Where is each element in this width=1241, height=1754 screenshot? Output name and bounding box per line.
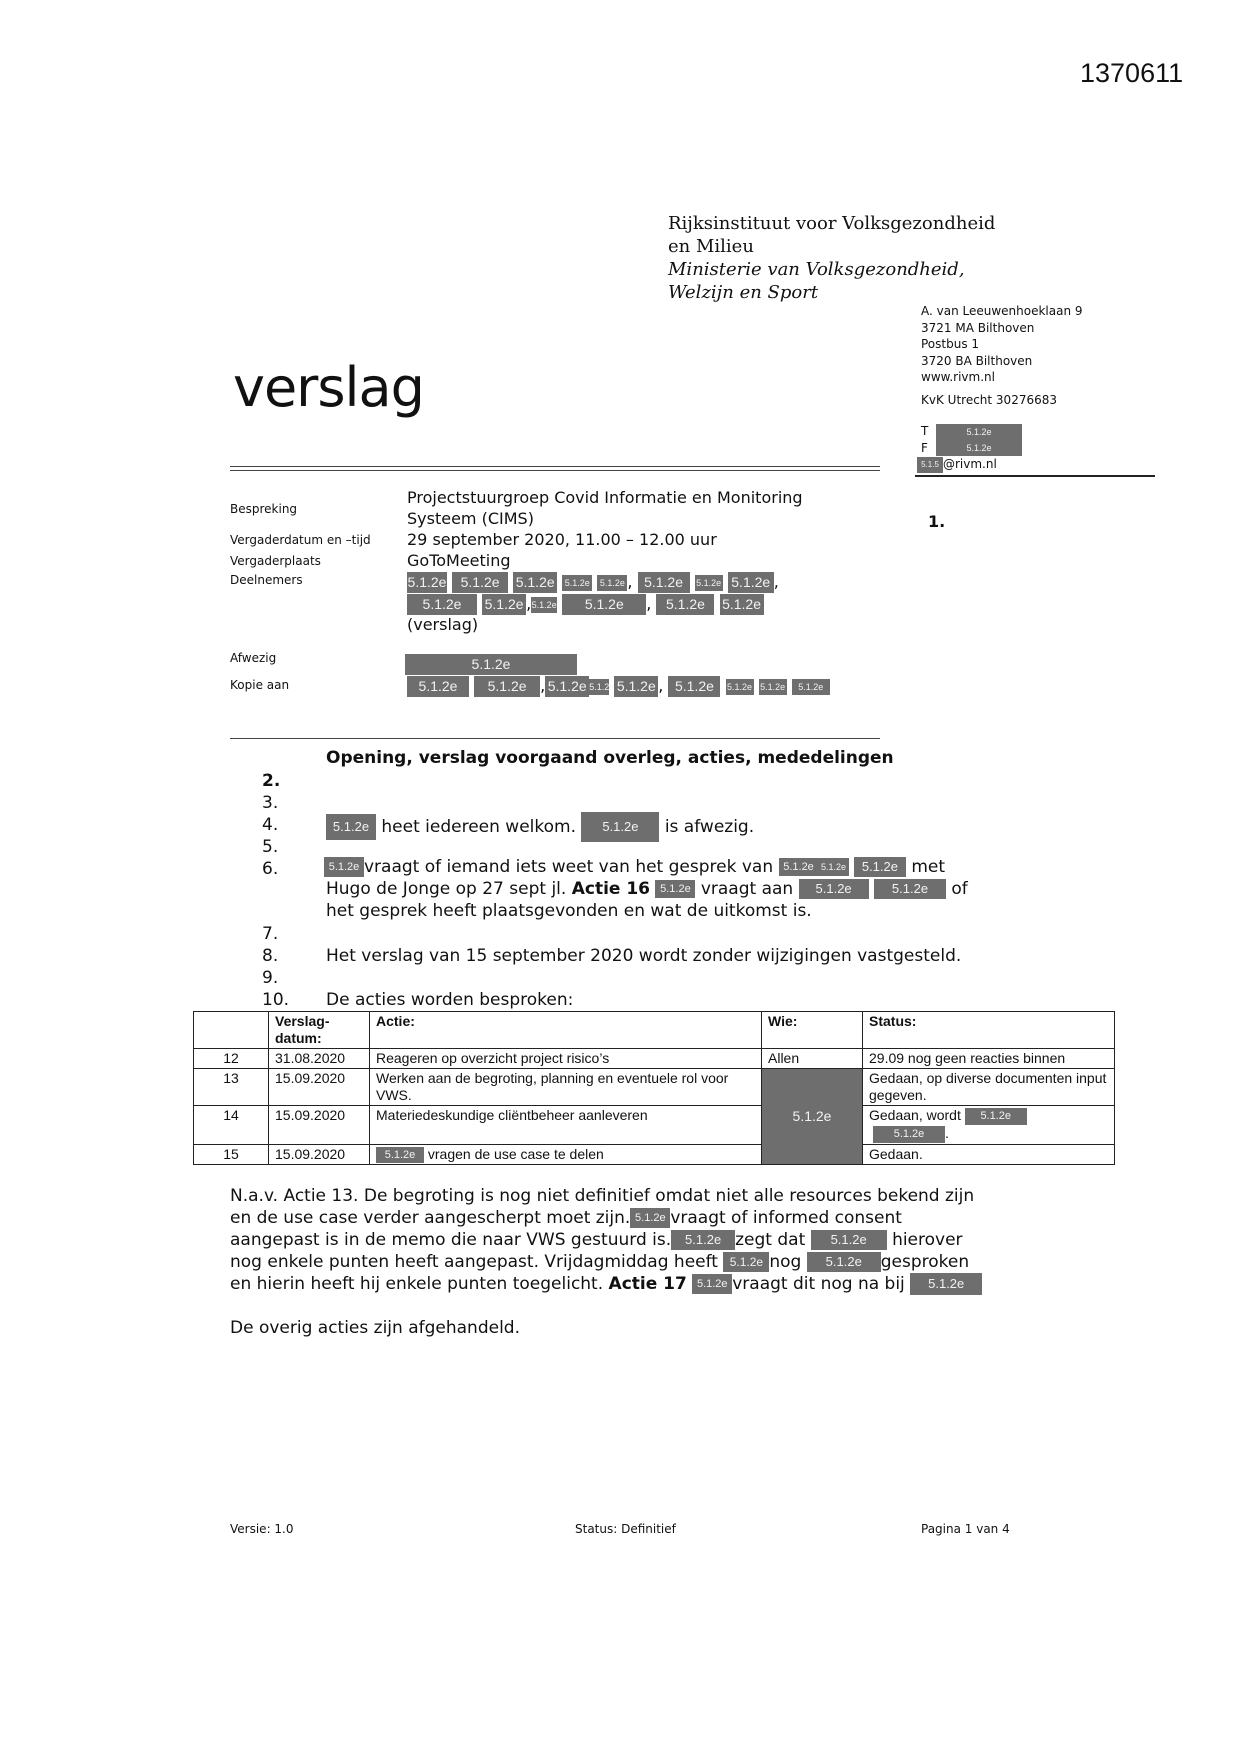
- footer-page: Pagina 1 van 4: [921, 1522, 1010, 1536]
- label-afwezig: Afwezig: [230, 651, 277, 665]
- redaction: 5.1.2e: [589, 679, 609, 695]
- redaction: 5.1.2e: [759, 679, 787, 695]
- footer-version: Versie: 1.0: [230, 1522, 294, 1536]
- redaction: 5.1.2e: [326, 814, 376, 840]
- label-datum: Vergaderdatum en –tijd: [230, 533, 371, 547]
- redaction: 5.1.2e: [854, 857, 906, 877]
- side-number: 1.: [928, 512, 946, 531]
- redaction: 5.1.2e: [726, 679, 754, 695]
- section-heading: Opening, verslag voorgaand overleg, acties, mededelingen: [326, 748, 894, 768]
- redaction: 5.1.2e: [792, 679, 830, 695]
- table-header: Wie:: [762, 1012, 863, 1049]
- redaction: 5.1.2e: [799, 879, 869, 899]
- redaction: 5.1.2e: [910, 1273, 982, 1295]
- document-title: verslag: [233, 356, 424, 419]
- redaction: 5.1.2e: [407, 572, 447, 593]
- item-number: 6.: [262, 859, 279, 879]
- redaction: 5.1.2e: [668, 676, 720, 697]
- address-block: A. van Leeuwenhoeklaan 9 3721 MA Bilthoven Postbus 1 3720 BA Bilthoven www.rivm.nl KvK Utrecht 30276683: [921, 304, 1083, 407]
- redaction: 5.1.2e: [581, 812, 659, 842]
- label-kopie: Kopie aan: [230, 678, 290, 692]
- redaction: 5.1.2e: [779, 858, 819, 876]
- redaction: 5.1.2e: [407, 676, 469, 697]
- redaction: 5.1.2e: [965, 1108, 1027, 1125]
- table-row: 14 15.09.2020 Materiedeskundige cliëntbeheer aanleveren Gedaan, wordt 5.1.2e 5.1.2e .: [194, 1106, 1115, 1145]
- redaction: 5.1.2e: [597, 575, 627, 591]
- table-header-row: [194, 1012, 1115, 1049]
- redaction: 5.1.2e: [656, 594, 714, 615]
- participants-line-2: 5.1.2e 5.1.2e ,5.1.2e 5.1.2e , 5.1.2e 5.1.2e: [407, 593, 764, 615]
- item-8: Het verslag van 15 september 2020 wordt zonder wijzigingen vastgesteld.: [326, 946, 962, 966]
- item-10: De acties worden besproken:: [326, 990, 574, 1010]
- redaction: 5.1.2e: [474, 676, 540, 697]
- contact-block: T 5.1.2e F 5.1.2e 5.1.5 @rivm.nl: [921, 423, 1022, 473]
- verslag-note: (verslag): [407, 615, 479, 634]
- redaction: 5.1.2e: [482, 594, 526, 615]
- item-number: 9.: [262, 968, 279, 988]
- item-number: 3.: [262, 793, 279, 813]
- meeting-name: Projectstuurgroep Covid Informatie en Monitoring Systeem (CIMS): [407, 488, 803, 528]
- label-plaats: Vergaderplaats: [230, 554, 321, 568]
- redaction: 5.1.2e: [630, 1208, 670, 1228]
- redaction: 5.1.2e: [936, 440, 1022, 456]
- redaction: 5.1.2e: [720, 594, 764, 615]
- item-6: 5.1.2e vraagt of iemand iets weet van het gesprek van 5.1.2e 5.1.2e 5.1.2e met Hugo de Jonge op 27 sept jl. Actie 16 5.1.2e vraagt aan 5.1.2e 5.1.2e of het gesprek heeft plaatsgevonden en wat de uitkomst is.: [326, 857, 968, 921]
- copy-recipients: 5.1.2e 5.1.2e , 5.1.2e 5.1.2e 5.1.2e , 5.1.2e 5.1.2e 5.1.2e 5.1.2e: [407, 675, 830, 697]
- redaction: 5.1.2e: [638, 572, 690, 593]
- organization-name: Rijksinstituut voor Volksgezondheid en Milieu: [668, 213, 996, 257]
- redaction: 5.1.2e: [819, 858, 849, 876]
- redaction: 5.1.2e: [562, 594, 646, 615]
- item-number: 4.: [262, 815, 279, 835]
- participants-line-1: 5.1.2e 5.1.2e 5.1.2e 5.1.2e 5.1.2e , 5.1.2e 5.1.2e 5.1.2e ,: [407, 572, 779, 591]
- redaction: 5.1.2e: [671, 1230, 735, 1250]
- redaction: 5.1.2e: [762, 1069, 863, 1165]
- redaction: 5.1.2e: [807, 1252, 881, 1272]
- divider: [230, 738, 880, 739]
- absent-redaction: [405, 654, 577, 675]
- redaction: 5.1.2e: [936, 424, 1022, 440]
- item-number: 2.: [262, 771, 281, 791]
- redaction: 5.1.2e: [407, 594, 477, 615]
- redaction: 5.1.2e: [723, 1252, 769, 1272]
- meeting-place: GoToMeeting: [407, 551, 511, 570]
- redaction: 5.1.2e: [513, 572, 557, 593]
- label-deelnemers: Deelnemers: [230, 573, 303, 587]
- item-number: 10.: [262, 990, 290, 1010]
- redaction: 5.1.2e: [695, 575, 723, 591]
- divider: [915, 475, 1155, 477]
- redaction: 5.1.2e: [614, 676, 658, 697]
- redaction: 5.1.2e: [811, 1230, 887, 1250]
- redaction: 5.1.2e: [562, 575, 592, 591]
- action-13-paragraph: N.a.v. Actie 13. De begroting is nog niet definitief omdat niet alle resources bekend zijn en de use case verder aangescherpt moet zijn. 5.1.2e vraagt of informed consent aangepast is in de memo die naar VWS gestuurd is. 5.1.2e zegt dat 5.1.2e hierover nog enkele punten heeft aangepast. Vrijdagmiddag heeft 5.1.2e nog 5.1.2e gesproken en hierin heeft hij enkele punten toegelicht. Actie 17 5.1.2e vraagt dit nog na bij 5.1.2e De overig acties zijn afgehandeld.: [230, 1185, 982, 1339]
- table-row: 15 15.09.2020 5.1.2e vragen de use case te delen Gedaan.: [194, 1144, 1115, 1164]
- table-header: Actie:: [370, 1012, 762, 1049]
- actions-table: [193, 1011, 1115, 1165]
- table-row: 12 31.08.2020 Reageren op overzicht project risico’s Allen 29.09 nog geen reacties binnen: [194, 1049, 1115, 1069]
- redaction: 5.1.2e: [545, 676, 589, 697]
- redaction: 5.1.5: [917, 457, 943, 473]
- redaction: 5.1.2e: [692, 1274, 732, 1294]
- item-4: 5.1.2e heet iedereen welkom. 5.1.2e is afwezig.: [326, 812, 754, 842]
- redaction: 5.1.2e: [873, 1126, 945, 1143]
- footer-status: Status: Definitief: [575, 1522, 676, 1536]
- document-number: 1370611: [1080, 58, 1184, 88]
- divider: [230, 470, 880, 471]
- redaction: 5.1.2e: [405, 654, 577, 675]
- meeting-date: 29 september 2020, 11.00 – 12.00 uur: [407, 530, 717, 549]
- table-header: Status:: [863, 1012, 1115, 1049]
- item-number: 5.: [262, 837, 279, 857]
- redaction: 5.1.2e: [324, 857, 364, 877]
- redaction: 5.1.2e: [531, 597, 557, 613]
- redaction: 5.1.2e: [728, 572, 774, 593]
- table-row: 13 15.09.2020 Werken aan de begroting, planning en eventuele rol voor VWS. 5.1.2e Gedaan, op diverse documenten input gegeven.: [194, 1069, 1115, 1106]
- ministry-name: Ministerie van Volksgezondheid, Welzijn en Sport: [668, 259, 965, 303]
- divider: [230, 466, 880, 467]
- redaction: 5.1.2e: [655, 880, 695, 898]
- redaction: 5.1.2e: [452, 572, 508, 593]
- item-number: 7.: [262, 924, 279, 944]
- item-number: 8.: [262, 946, 279, 966]
- table-header: Verslag- datum:: [269, 1012, 370, 1049]
- redaction: 5.1.2e: [376, 1147, 424, 1163]
- redaction: 5.1.2e: [874, 879, 946, 899]
- label-bespreking: Bespreking: [230, 502, 298, 516]
- table-header: [194, 1012, 269, 1049]
